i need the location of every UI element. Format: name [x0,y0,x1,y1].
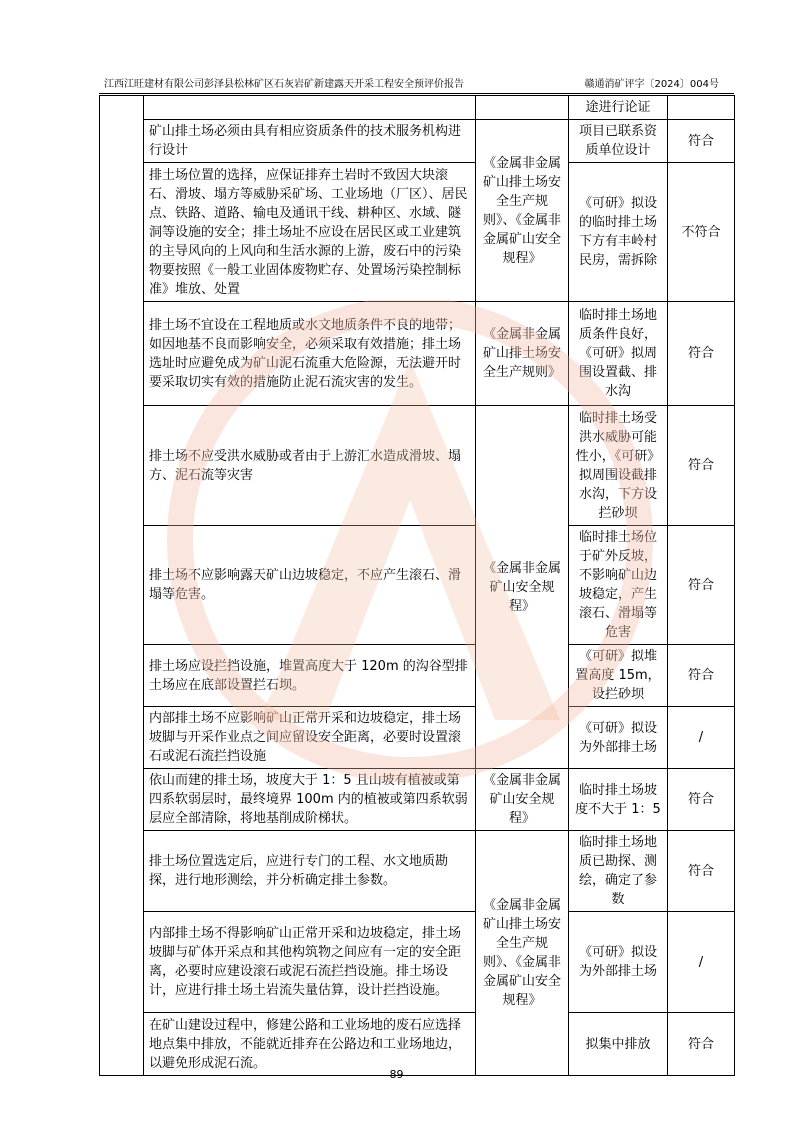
finding-cell: 临时排土场位于矿外反坡，不影响矿山边坡稳定，产生滚石、滑塌等危害 [569,526,668,645]
finding-cell: 《可研》拟堆置高度 15m，设拦砂坝 [569,645,668,707]
finding-cell: 临时排土场地质条件良好，《可研》拟周围设置截、排水沟 [569,302,668,406]
table-row [100,831,735,912]
standard-cell: 《金属非金属矿山排土场安全生产规则》、《金属非金属矿山安全规程》 [476,831,569,1076]
finding-cell: 临时排土场坡度不大于 1：5 [569,769,668,831]
result-cell: 符合 [668,1013,735,1076]
table-row [100,406,735,526]
finding-cell: 项目已联系资质单位设计 [569,120,668,163]
requirement-cell: 排土场应设拦挡设施，堆置高度大于 120m 的沟谷型排土场应在底部设置拦石坝。 [144,645,476,707]
finding-cell: 途进行论证 [569,96,668,120]
requirement-cell: 依山而建的排土场，坡度大于 1：5 且山坡有植被或第四系软弱层时，最终境界 100m 内的植被或第四系软弱层应全部清除，将地基削成阶梯状。 [144,769,476,831]
requirement-cell [144,96,476,120]
table-row [100,769,735,831]
result-cell: 符合 [668,526,735,645]
requirement-cell: 内部排土场不应影响矿山正常开采和边坡稳定，排土场坡脚与开采作业点之间应留设安全距离，必要时设置滚石或泥石流拦挡设施 [144,707,476,769]
header-left: 江西江旺建材有限公司彭泽县松林矿区石灰岩矿新建露天开采工程安全预评价报告 [104,79,464,90]
requirement-cell: 排土场不宜设在工程地质或水文地质条件不良的地带；如因地基不良而影响安全，必须采取有效措施；排土场选址时应避免成为矿山泥石流重大危险源，无法避开时要采取切实有效的措施防止泥石流灾害的发生。 [144,302,476,406]
evaluation-table [99,95,735,1076]
standard-cell: 《金属非金属矿山安全规程》 [476,769,569,831]
result-cell: 符合 [668,120,735,163]
table-row [100,645,735,707]
result-cell: 符合 [668,769,735,831]
requirement-cell: 在矿山建设过程中，修建公路和工业场地的废石应选择地点集中排放，不能就近排弃在公路边和工业场地边，以避免形成泥石流。 [144,1013,476,1076]
table-row [100,912,735,1013]
requirement-cell: 排土场不应受洪水威胁或者由于上游汇水造成滑坡、塌方、泥石流等灾害 [144,406,476,526]
result-cell: 符合 [668,406,735,526]
table-row [100,526,735,645]
table-row [100,163,735,302]
standard-cell: 《金属非金属矿山安全规程》 [476,406,569,769]
requirement-cell: 排土场位置选定后，应进行专门的工程、水文地质勘探，进行地形测绘，并分析确定排土参数。 [144,831,476,912]
result-cell [668,96,735,120]
table-row [100,120,735,163]
requirement-cell: 内部排土场不得影响矿山正常开采和边坡稳定，排土场坡脚与矿体开采点和其他构筑物之间应有一定的安全距离，必要时应建设滚石或泥石流拦挡设施。排土场设计，应进行排土场土岩流失量估算，设计拦挡设施。 [144,912,476,1013]
table-row [100,707,735,769]
result-cell: / [668,912,735,1013]
table-row [100,1013,735,1076]
finding-cell: 临时排土场地质已勘探、测绘，确定了参数 [569,831,668,912]
finding-cell: 拟集中排放 [569,1013,668,1076]
header-right: 赣通消矿评字〔2024〕004号 [584,79,719,90]
finding-cell: 《可研》拟设为外部排土场 [569,707,668,769]
table-row [100,302,735,406]
page-number: 89 [389,1068,404,1081]
result-cell: 符合 [668,831,735,912]
finding-cell: 《可研》拟设为外部排土场 [569,912,668,1013]
finding-cell: 临时排土场受洪水威胁可能性小，《可研》拟周围设截排水沟，下方设拦砂坝 [569,406,668,526]
result-cell: 不符合 [668,163,735,302]
standard-cell: 《金属非金属矿山排土场安全生产规则》、《金属非金属矿山安全规程》 [476,120,569,302]
standard-cell [476,96,569,120]
finding-cell: 《可研》拟设的临时排土场下方有丰岭村民房，需拆除 [569,163,668,302]
requirement-cell: 排土场不应影响露天矿山边坡稳定，不应产生滚石、滑塌等危害。 [144,526,476,645]
result-cell: / [668,707,735,769]
standard-cell: 《金属非金属矿山排土场安全生产规则》 [476,302,569,406]
result-cell: 符合 [668,302,735,406]
header-rule [99,93,734,94]
requirement-cell: 矿山排土场必须由具有相应资质条件的技术服务机构进行设计 [144,120,476,163]
table-row [100,96,735,120]
result-cell: 符合 [668,645,735,707]
category-cell [100,96,144,1076]
requirement-cell: 排土场位置的选择，应保证排弃土岩时不致因大块滚石、滑坡、塌方等威胁采矿场、工业场地（厂区）、居民点、铁路、道路、输电及通讯干线、耕种区、水域、隧洞等设施的安全；排土场址不应设在居民区或工业建筑的主导风向的上风向和生活水源的上游，废石中的污染物要按照《一般工业固体废物贮存、处置场污染控制标准》堆放、处置 [144,163,476,302]
